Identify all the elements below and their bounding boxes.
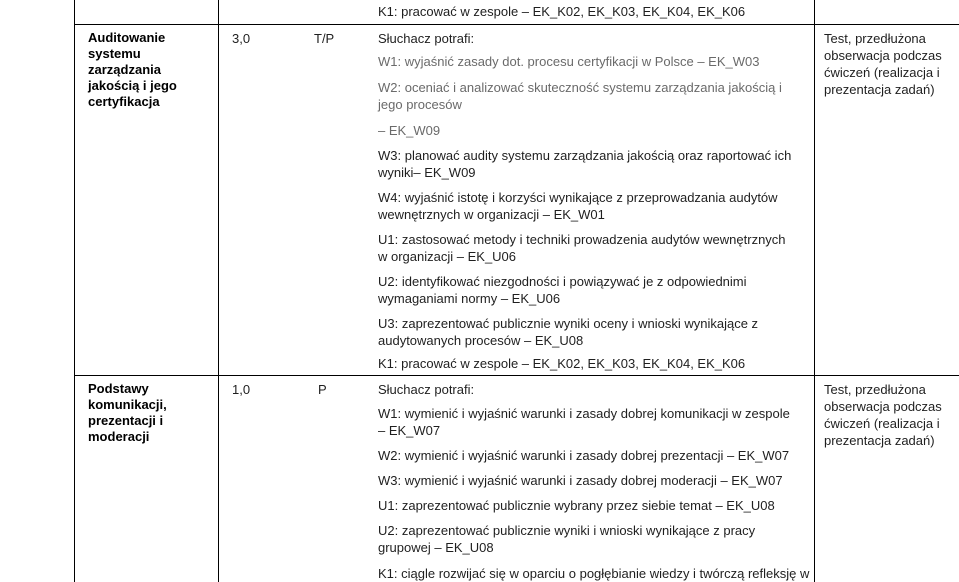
class-form: P (318, 382, 327, 397)
outcome-w4: W4: wyjaśnić istotę i korzyści wynikające z przeprowadzania audytów wewnętrznych w organizacji – EK_W01 (378, 190, 778, 222)
outcome-u3: U3: zaprezentować publicznie wyniki oceny i wnioski wynikające z audytowanych procesów – EK_U08 (378, 316, 759, 348)
table-divider-outcomes (814, 0, 815, 582)
outcome-w3: W3: planować audity systemu zarządzania jakością oraz raportować ich wyniki– EK_W09 (378, 148, 792, 180)
outcome-w2-code: – EK_W09 (378, 123, 441, 138)
class-form: T/P (314, 31, 335, 46)
ects-value: 3,0 (232, 31, 251, 46)
table-border-left (74, 0, 75, 582)
row-border-top (74, 24, 959, 25)
outcome-w2: W2: wymienić i wyjaśnić warunki i zasady dobrej prezentacji – EK_W07 (378, 448, 790, 463)
assessment-methods: Test, przedłużona obserwacja podczas ćwiczeń (realizacja i prezentacja zadań) (824, 31, 942, 97)
outcome-w2: W2: oceniać i analizować skuteczność systemu zarządzania jakością i jego procesów (378, 80, 782, 112)
table-divider-name (218, 0, 219, 582)
outcome-u2: U2: identyfikować niezgodności i powiązywać je z odpowiednimi wymaganiami normy – EK_U06 (378, 274, 747, 306)
outcome-u2: U2: zaprezentować publicznie wyniki i wnioski wynikające z pracy grupowej – EK_U08 (378, 523, 756, 555)
outcomes-intro: Słuchacz potrafi: (378, 31, 475, 46)
ects-value: 1,0 (232, 382, 251, 397)
outcome-w1: W1: wymienić i wyjaśnić warunki i zasady dobrej komunikacji w zespole – EK_W07 (378, 406, 790, 438)
outcome-w3: W3: wymienić i wyjaśnić warunki i zasady dobrej moderacji – EK_W07 (378, 473, 783, 488)
outcomes-intro: Słuchacz potrafi: (378, 382, 475, 397)
outcome-k1: K1: ciągle rozwijać się w oparciu o pogłębianie wiedzy i twórczą refleksję w (378, 566, 810, 581)
outcome-k1-previous-row: K1: pracować w zespole – EK_K02, EK_K03, EK_K04, EK_K06 (378, 4, 746, 19)
outcome-k1: K1: pracować w zespole – EK_K02, EK_K03, EK_K04, EK_K06 (378, 356, 746, 371)
assessment-methods: Test, przedłużona obserwacja podczas ćwiczeń (realizacja i prezentacja zadań) (824, 382, 942, 448)
outcome-w1: W1: wyjaśnić zasady dot. procesu certyfikacji w Polsce – EK_W03 (378, 54, 760, 69)
course-name: Auditowanie systemu zarządzania jakością i jego certyfikacja (88, 30, 177, 109)
course-name: Podstawy komunikacji, prezentacji i moderacji (88, 381, 167, 444)
outcome-u1: U1: zastosować metody i techniki prowadzenia audytów wewnętrznych w organizacji – EK_U06 (378, 232, 786, 264)
row-border-middle (74, 375, 959, 376)
outcome-u1: U1: zaprezentować publicznie wybrany przez siebie temat – EK_U08 (378, 498, 775, 513)
